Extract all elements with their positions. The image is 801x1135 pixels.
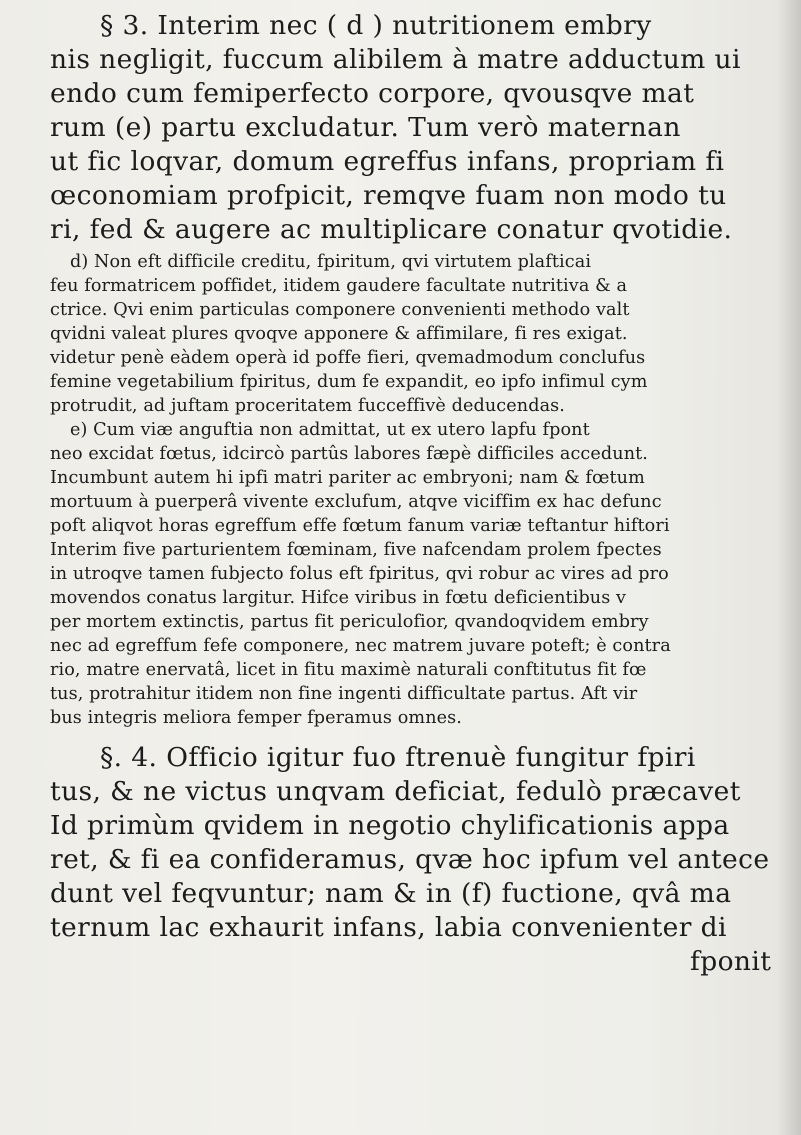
note-line-10: Incumbunt autem hi ipfi matri pariter ac embryoni; nam & fœtum: [50, 468, 645, 488]
para1-line-4: rum (e) partu excludatur. Tum verò maternan: [50, 112, 681, 143]
para2-line-5: dunt vel feqvuntur; nam & in (f) fuctione, qvâ ma: [50, 878, 732, 909]
note-line-4: qvidni valeat plures qvoqve apponere & affimilare, fi res exigat.: [50, 324, 628, 344]
note-line-1: d) Non eft difficile creditu, fpiritum, qvi virtutem plafticai: [70, 252, 592, 272]
para1-line-3: endo cum femiperfecto corpore, qvousqve mat: [50, 78, 695, 109]
para2-line-2: tus, & ne victus unqvam deficiat, fedulò præcavet: [50, 776, 741, 807]
para2-line-1: §. 4. Officio igitur fuo ftrenuè fungitur fpiri: [100, 742, 696, 773]
note-line-12: poft aliqvot horas egreffum effe fœtum fanum variæ teftantur hiftori: [50, 516, 670, 536]
note-line-17: nec ad egreffum fefe componere, nec matrem juvare poteft; è contra: [50, 636, 671, 656]
note-line-13: Interim five parturientem fœminam, five nafcendam prolem fpectes: [50, 540, 662, 560]
note-line-20: bus integris meliora femper fperamus omnes.: [50, 708, 462, 728]
para1-line-7: ri, fed & augere ac multiplicare conatur qvotidie.: [50, 214, 733, 245]
para2-line-3: Id primùm qvidem in negotio chylificationis appa: [50, 810, 730, 841]
note-line-5: videtur penè eàdem operà id poffe fieri, qvemadmodum conclufus: [50, 348, 646, 368]
para1-line-1: § 3. Interim nec ( d ) nutritionem embry: [100, 10, 652, 41]
note-line-3: ctrice. Qvi enim particulas componere convenienti methodo valt: [50, 300, 630, 320]
blank-lower-margin: [0, 1100, 801, 1135]
para2-line-4: ret, & fi ea confideramus, qvæ hoc ipfum vel antece: [50, 844, 770, 875]
note-line-16: per mortem extinctis, partus fit periculofior, qvandoqvidem embry: [50, 612, 649, 632]
note-line-15: movendos conatus largitur. Hifce viribus in fœtu deficientibus v: [50, 588, 627, 608]
note-line-6: femine vegetabilium fpiritus, dum fe expandit, eo ipfo infimul cym: [50, 372, 648, 392]
para1-line-2: nis negligit, fuccum alibilem à matre adductum ui: [50, 44, 741, 75]
note-line-7: protrudit, ad juftam proceritatem fucceffivè deducendas.: [50, 396, 565, 416]
note-line-9: neo excidat fœtus, idcircò partûs labores fæpè difficiles accedunt.: [50, 444, 648, 464]
para1-line-6: œconomiam profpicit, remqve fuam non modo tu: [50, 180, 727, 211]
page-edge-shadow: [777, 0, 801, 1135]
note-line-18: rio, matre enervatâ, licet in fitu maximè naturali conftitutus fit fœ: [50, 660, 647, 680]
note-line-8: e) Cum viæ anguftia non admittat, ut ex utero lapfu fpont: [70, 420, 590, 440]
note-line-11: mortuum à puerperâ vivente exclufum, atqve viciffim ex hac defunc: [50, 492, 662, 512]
para1-line-5: ut fic loqvar, domum egreffus infans, propriam fi: [50, 146, 725, 177]
catchword: fponit: [690, 946, 772, 977]
note-line-14: in utroqve tamen fubjecto folus eft fpiritus, qvi robur ac vires ad pro: [50, 564, 669, 584]
para2-line-6: ternum lac exhaurit infans, labia convenienter di: [50, 912, 727, 943]
note-line-19: tus, protrahitur itidem non fine ingenti difficultate partus. Aft vir: [50, 684, 638, 704]
note-line-2: feu formatricem poffidet, itidem gaudere facultate nutritiva & a: [50, 276, 628, 296]
